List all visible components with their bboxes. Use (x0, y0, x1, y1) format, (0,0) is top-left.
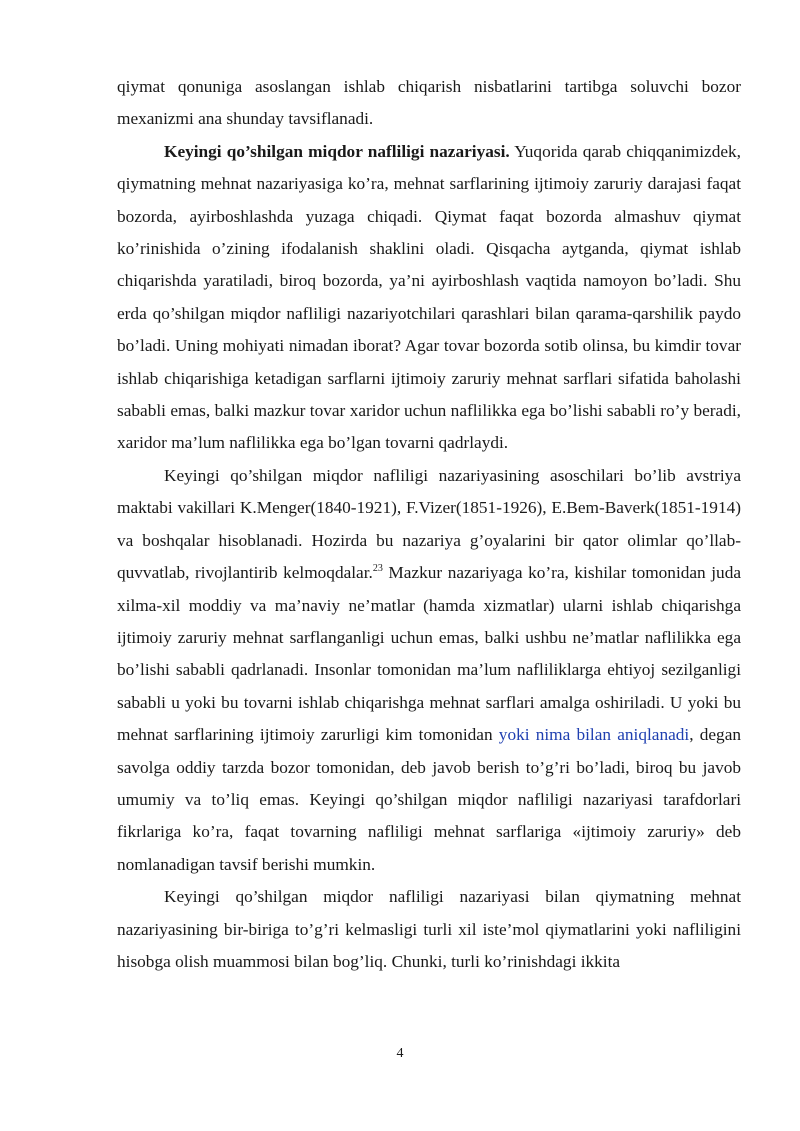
paragraph-3-part-1: Keyingi qo’shilgan miqdor nafliligi nazariyasining asoschilari bo’lib avstriya maktabi vakillari K.Menger(1840-1921), F.Vizer(1851-1926), E.Bem-Baverk(1851-1914) va boshqalar hisoblanadi. Hozirda bu nazariya g’oyalarini bir qator olimlar qo’llab-quvvatlab, rivojlantirib kelmoqdalar. (117, 465, 741, 583)
body-text (117, 71, 741, 978)
paragraph-4: Keyingi qo’shilgan miqdor nafliligi nazariyasi bilan qiymatning mehnat nazariyasining bir-biriga to’g’ri kelmasligi turli xil iste’mol qiymatlarini yoki nafliligini hisobga olish muammosi bilan bog’liq. Chunki, turli ko’rinishdagi ikkita (117, 887, 741, 971)
paragraph-3 (117, 460, 741, 881)
paragraph-2-body: Yuqorida qarab chiqqanimizdek, qiymatning mehnat nazariyasiga ko’ra, mehnat sarflarining ijtimoiy zaruriy darajasi faqat bozorda, ayirboshlashda yuzaga chiqadi. Qiymat faqat bozorda almashuv qiymat ko’rinishida o’zining ifodalanish shaklini oladi. Qisqacha aytganda, qiymat ishlab chiqarishda yaratiladi, biroq bozorda, ya’ni ayirboshlash vaqtida namoyon bo’ladi. Shu erda qo’shilgan miqdor nafliligi nazariyotchilari qarashlari bilan qarama-qarshilik paydo bo’ladi. Uning mohiyati nimadan iborat? Agar tovar bozorda sotib olinsa, bu kimdir tovar ishlab chiqarishiga ketadigan sarflarni ijtimoiy zaruriy mehnat sarflari sifatida baholashi sababli emas, balki mazkur tovar xaridor uchun naflilikka ega bo’lishi sababli ro’y beradi, xaridor ma’lum naflilikka ega bo’lgan tovarni qadrlaydi. (117, 141, 741, 453)
paragraph-3-part-3: , degan savolga oddiy tarzda bozor tomonidan, deb javob berish to’g’ri bo’ladi, biroq bu javob umumiy va to’liq emas. Keyingi qo’shilgan miqdor nafliligi nazariyasi tarafdorlari fikrlariga ko’ra, faqat tovarning nafliligi mehnat sarflariga «ijtimoiy zaruriy» deb nomlanadigan tavsif berishi mumkin. (117, 725, 742, 874)
paragraph-2 (117, 136, 741, 460)
footnote-reference[interactable]: 23 (372, 563, 383, 575)
hyperlink-text[interactable]: yoki nima bilan aniqlanadi (498, 725, 690, 745)
section-heading: Keyingi qo’shilgan miqdor nafliligi nazariyasi. (164, 141, 510, 161)
page-number: 4 (396, 1046, 404, 1061)
paragraph-3-part-2: Mazkur nazariyaga ko’ra, kishilar tomonidan juda xilma-xil moddiy va ma’naviy ne’matlar (hamda xizmatlar) ularni ishlab chiqarishga ijtimoiy zaruriy mehnat sarflanganligi uchun emas, balki ushbu ne’matlar naflilikka ega bo’lishi sababli qadrlanadi. Insonlar tomonidan ma’lum nafliliklarga ehtiyoj sezilganligi sababli u yoki bu tovarni ishlab chiqarishga mehnat sarflari amalga oshiriladi. U yoki bu mehnat sarflarining ijtimoiy zarurligi kim tomonidan (117, 563, 741, 745)
paragraph-1: qiymat qonuniga asoslangan ishlab chiqarish nisbatlarini tartibga soluvchi bozor mexanizmi ana shunday tavsiflanadi. (117, 77, 741, 129)
